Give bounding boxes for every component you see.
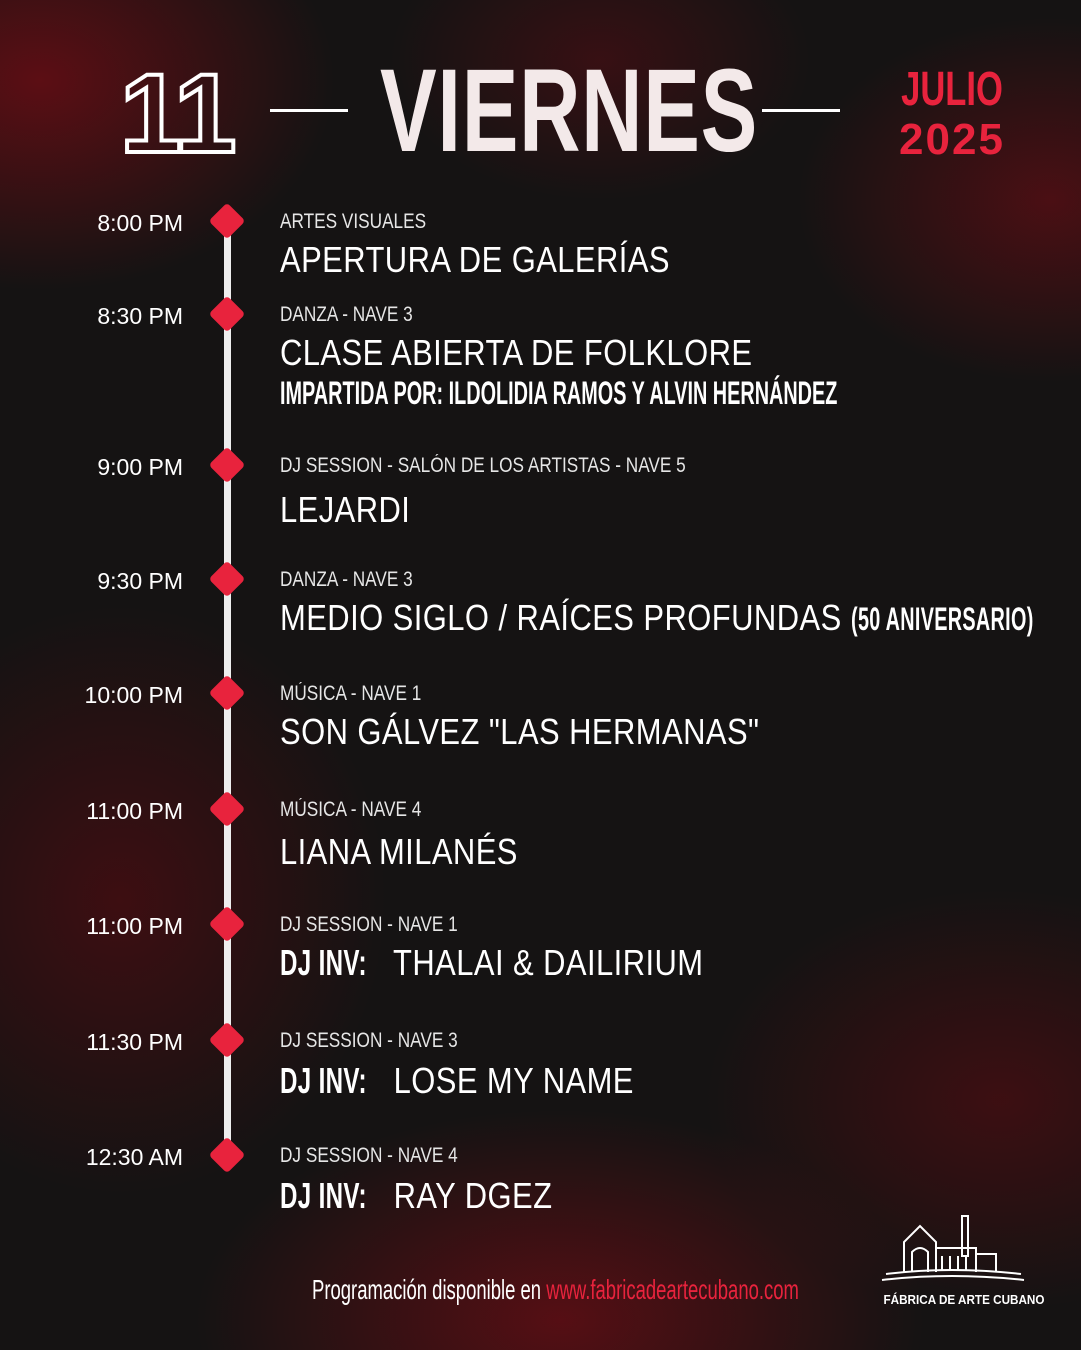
event-title-text: CLASE ABIERTA DE FOLKLORE [280,332,753,373]
event-title [280,943,704,983]
event-title-text: LEJARDI [280,489,411,530]
footer [312,1273,799,1307]
event-title-text: LOSE MY NAME [393,1060,634,1101]
event-title [280,712,759,752]
event-category: DJ SESSION - NAVE 3 [280,1029,458,1052]
event-category: MÚSICA - NAVE 4 [280,798,422,821]
factory-building-icon [876,1212,1026,1292]
event-title [280,1176,552,1216]
header-divider-left [270,109,348,112]
event-category: DJ SESSION - SALÓN DE LOS ARTISTAS - NAVE 5 [280,454,686,477]
event-subtitle: IMPARTIDA POR: ILDOLIDIA RAMOS Y ALVIN HERNÁNDEZ [280,375,838,411]
event-time: 11:00 PM [86,913,183,939]
event-title-prefix: DJ INV: [280,942,367,983]
event-category: DANZA - NAVE 3 [280,303,413,326]
event-title-text: SON GÁLVEZ "LAS HERMANAS" [280,711,760,752]
event-title-prefix: DJ INV: [280,1175,367,1216]
event-time: 9:00 PM [97,454,183,480]
year: 2025 [899,115,1005,164]
website-link[interactable]: www.fabricadeartecubano.com [546,1274,799,1305]
event-title-suffix: (50 ANIVERSARIO) [850,601,1034,637]
event-title-text: APERTURA DE GALERÍAS [280,239,670,280]
event-category: DJ SESSION - NAVE 1 [280,913,458,936]
event-category: DANZA - NAVE 3 [280,568,413,591]
event-category: DJ SESSION - NAVE 4 [280,1144,458,1167]
event-time: 10:00 PM [84,682,183,708]
event-title-text: THALAI & DAILIRIUM [393,942,704,983]
event-title [280,490,410,530]
event-title [280,333,752,373]
event-title [280,598,1081,639]
event-title [280,832,518,872]
month: JULIO [901,63,1003,116]
logo-text: FÁBRICA DE ARTE CUBANO [883,1292,1045,1307]
event-title-text: RAY DGEZ [393,1175,553,1216]
footer-text: Programación disponible en [312,1274,542,1305]
day-number: 11 [120,51,235,176]
event-title [280,240,670,280]
header-divider-right [762,109,840,112]
header [0,0,1081,190]
event-title [280,1061,634,1101]
event-time: 8:30 PM [97,303,183,329]
event-time: 8:00 PM [97,210,183,236]
event-time: 12:30 AM [85,1144,183,1170]
day-name: VIERNES [380,45,759,177]
event-title-text: MEDIO SIGLO / RAÍCES PROFUNDAS [280,597,842,638]
fac-logo [876,1212,1045,1317]
event-title-text: LIANA MILANÉS [280,831,518,872]
event-time: 9:30 PM [97,568,183,594]
event-time: 11:00 PM [86,798,183,824]
event-title-prefix: DJ INV: [280,1060,367,1101]
event-time: 11:30 PM [86,1029,183,1055]
event-category: MÚSICA - NAVE 1 [280,682,422,705]
event-category: ARTES VISUALES [280,210,427,233]
